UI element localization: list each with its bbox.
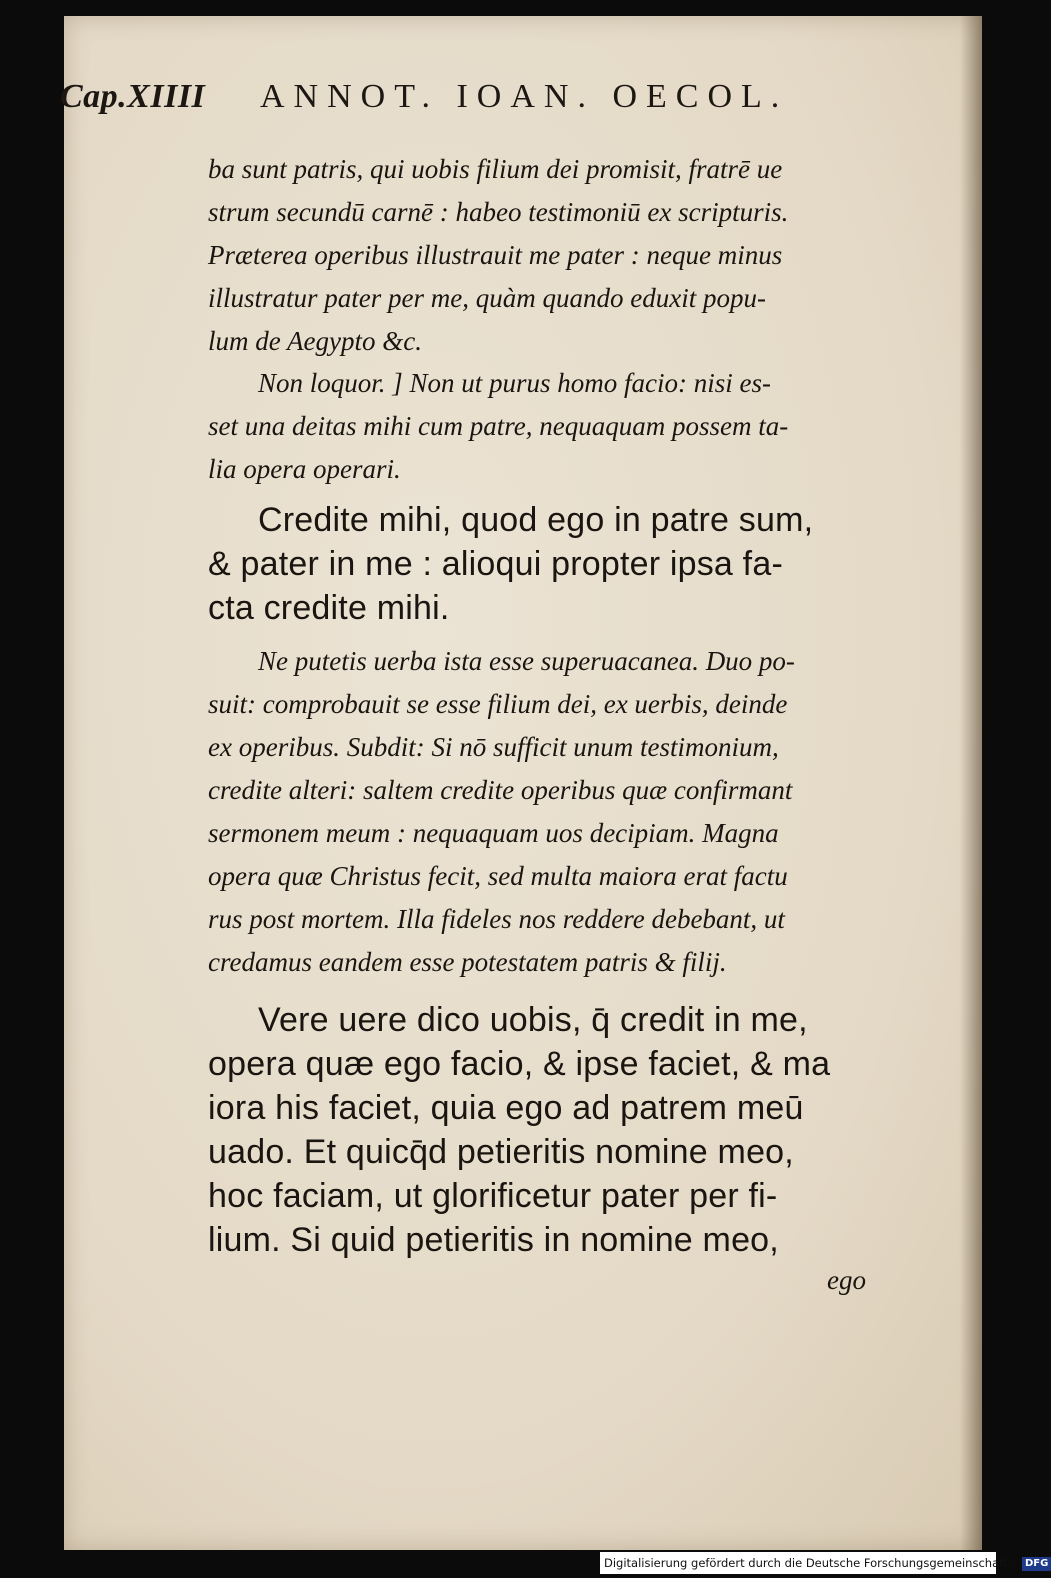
text-line: opera quæ ego facio, & ipse faciet, & ma — [208, 1045, 831, 1083]
scripture-verse-2 — [208, 998, 868, 1262]
text-line: credite alteri: saltem credite operibus quæ confirmant — [208, 775, 793, 805]
running-title: ANNOT. IOAN. OECOL. — [260, 78, 789, 115]
text-line: ex operibus. Subdit: Si nō sufficit unum testimonium, — [208, 732, 779, 762]
text-line: suit: comprobauit se esse filium dei, ex uerbis, deinde — [208, 689, 788, 719]
text-line: Ne putetis uerba ista esse superuacanea. Duo po- — [258, 646, 795, 676]
text-line: rus post mortem. Illa fideles nos reddere debebant, ut — [208, 904, 785, 934]
text-line: iora his faciet, quia ego ad patrem meū — [208, 1089, 804, 1127]
page-gutter-shadow — [960, 16, 982, 1550]
footer-text: Digitalisierung gefördert durch die Deutsche Forschungsgemeinschaft - — [604, 1556, 1016, 1570]
scripture-verse-1 — [208, 498, 868, 630]
running-header — [60, 78, 890, 128]
text-line: credamus eandem esse potestatem patris & filij. — [208, 947, 727, 977]
chapter-heading: Cap.XIIII — [60, 78, 206, 115]
text-line: sermonem meum : nequaquam uos decipiam. Magna — [208, 818, 779, 848]
dfg-logo: DFG — [1022, 1557, 1051, 1571]
text-line: lum de Aegypto &c. — [208, 326, 422, 356]
text-line: ba sunt patris, qui uobis filium dei promisit, fratrē ue — [208, 154, 783, 184]
text-line: hoc faciam, ut glorificetur pater per fi- — [208, 1177, 778, 1215]
text-line: Præterea operibus illustrauit me pater : neque minus — [208, 240, 783, 270]
text-line: lium. Si quid petieritis in nomine meo, — [208, 1221, 779, 1259]
text-line: lia opera operari. — [208, 454, 401, 484]
commentary-block-1 — [208, 148, 868, 363]
catchword: ego — [827, 1265, 866, 1295]
text-line: illustratur pater per me, quàm quando eduxit popu- — [208, 283, 766, 313]
commentary-block-3 — [208, 640, 868, 984]
text-line: Vere uere dico uobis, q̄ credit in me, — [258, 1001, 808, 1039]
text-line: cta credite mihi. — [208, 589, 450, 627]
text-line: Credite mihi, quod ego in patre sum, — [258, 501, 814, 539]
text-line: set una deitas mihi cum patre, nequaquam possem ta- — [208, 411, 789, 441]
text-line: strum secundū carnē : habeo testimoniū ex scripturis. — [208, 197, 789, 227]
commentary-block-2 — [208, 362, 868, 491]
text-line: & pater in me : alioqui propter ipsa fa- — [208, 545, 783, 583]
funding-footer — [600, 1552, 1049, 1574]
text-line: opera quæ Christus fecit, sed multa maiora erat factu — [208, 861, 788, 891]
text-line: Non loquor. ] Non ut purus homo facio: nisi es- — [258, 368, 772, 398]
text-line: uado. Et quicq̄d petieritis nomine meo, — [208, 1133, 794, 1171]
